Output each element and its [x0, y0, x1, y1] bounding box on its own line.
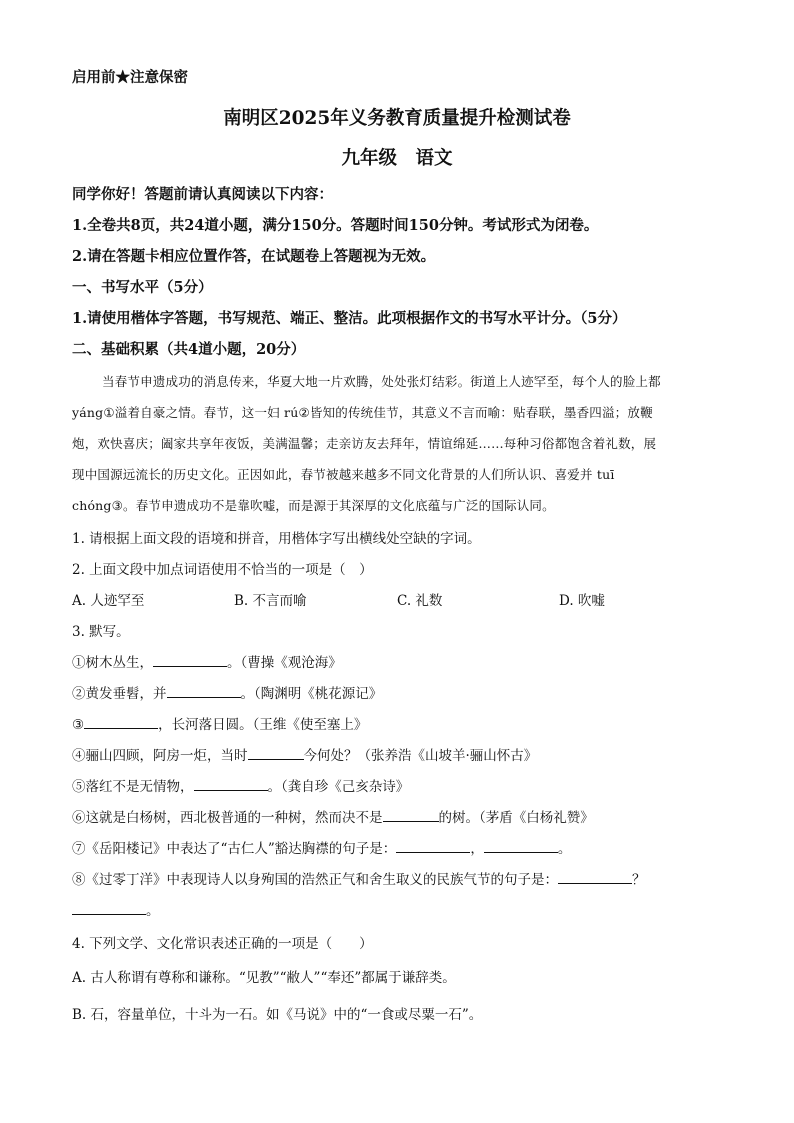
notice-item-2: 2.请在答题卡相应位置作答，在试题卷上答题视为无效。 — [72, 248, 436, 265]
passage-line-2: yáng①溢着自豪之情。春节，这一妇 rú②皆知的传统佳节，其意义不言而喻：贴春联，墨香四溢；放鞭 — [72, 405, 653, 420]
q3-line-8-end: 。 — [146, 903, 160, 919]
passage-line-5: chóng③。春节申遗成功不是靠吹嘘，而是源于其深厚的文化底蕴与广泛的国际认同。 — [72, 498, 555, 513]
q3-line-1-after: 。（曹操《观沧海》 — [227, 655, 342, 671]
exam-subtitle: 九年级 语文 — [341, 148, 453, 169]
q3-line-3-before: ③ — [72, 717, 85, 733]
question-2-option-b: B. 不言而喻 — [234, 593, 307, 609]
answer-blank — [72, 900, 146, 915]
q3-line-2 — [72, 682, 382, 702]
answer-blank — [383, 807, 439, 822]
q3-line-8-question: ？ — [632, 872, 646, 888]
q3-line-1 — [72, 651, 342, 671]
q3-line-1-before: ①树木丛生， — [72, 655, 153, 671]
question-2-option-c: C. 礼数 — [397, 593, 443, 609]
q3-line-6-before: ⑥这就是白杨树，西北极普通的一种树，然而决不是 — [72, 810, 383, 826]
q3-line-4-before: ④骊山四顾，阿房一炬，当时 — [72, 748, 248, 764]
section-1-heading: 一、书写水平（5分） — [72, 279, 213, 296]
question-4-option-b: B. 石，容量单位，十斗为一石。如《马说》中的“一食或尽粟一石”。 — [72, 1007, 483, 1023]
q3-line-2-after: 。（陶渊明《桃花源记》 — [240, 686, 383, 702]
q3-line-8 — [72, 868, 646, 888]
answer-blank — [558, 869, 632, 884]
q3-line-5-before: ⑤落红不是无情物， — [72, 779, 194, 795]
passage-line-1: 当春节申遗成功的消息传来，华夏大地一片欢腾，处处张灯结彩。街道上人迹罕至，每个人的脸上都 — [102, 374, 661, 389]
answer-blank — [84, 714, 158, 729]
q3-line-6-after: 的树。（茅盾《白杨礼赞》 — [438, 810, 594, 826]
q3-line-5-after: 。（龚自珍《己亥杂诗》 — [267, 779, 410, 795]
q3-line-7-comma: ， — [470, 841, 484, 857]
q3-line-6 — [72, 806, 594, 826]
question-2-option-a: A. 人迹罕至 — [72, 593, 145, 609]
exam-title: 南明区2025年义务教育质量提升检测试卷 — [223, 108, 571, 129]
answer-blank — [167, 683, 241, 698]
answer-blank — [484, 838, 558, 853]
notice-greeting: 同学你好！答题前请认真阅读以下内容： — [72, 186, 333, 203]
q3-line-7-before: ⑦《岳阳楼记》中表达了“古仁人”豁达胸襟的句子是： — [72, 841, 397, 857]
question-4-stem: 4. 下列文学、文化常识表述正确的一项是（ ） — [72, 936, 373, 952]
passage-line-3: 炮，欢快喜庆；阖家共享年夜饭，美满温馨；走亲访友去拜年，情谊绵延……每种习俗都饱含着礼数，展 — [72, 436, 657, 451]
section-1-text: 1.请使用楷体字答题，书写规范、端正、整洁。此项根据作文的书写水平计分。（5分） — [72, 310, 627, 327]
q3-line-3-after: ，长河落日圆。（王维《使至塞上》 — [158, 717, 368, 733]
q3-line-8-before: ⑧《过零丁洋》中表现诗人以身殉国的浩然正气和舍生取义的民族气节的句子是： — [72, 872, 558, 888]
confidential-note: 启用前★注意保密 — [72, 69, 188, 86]
q3-line-7 — [72, 837, 571, 857]
section-2-heading: 二、基础积累（共4道小题，20分） — [72, 341, 306, 358]
q3-line-4 — [72, 744, 537, 764]
question-2-option-d: D. 吹嘘 — [559, 593, 605, 609]
answer-blank — [153, 652, 227, 667]
answer-blank — [396, 838, 470, 853]
answer-blank — [248, 745, 304, 760]
question-1: 1. 请根据上面文段的语境和拼音，用楷体字写出横线处空缺的字词。 — [72, 531, 481, 547]
notice-item-1: 1.全卷共8页，共24道小题，满分150分。答题时间150分钟。考试形式为闭卷。 — [72, 217, 599, 234]
q3-line-4-after: 今何处？（张养浩《山坡羊·骊山怀古》 — [303, 748, 538, 764]
q3-line-2-before: ②黄发垂髫，并 — [72, 686, 167, 702]
question-2-stem: 2. 上面文段中加点词语使用不恰当的一项是（ ） — [72, 562, 373, 578]
answer-blank — [194, 776, 268, 791]
question-3-stem: 3. 默写。 — [72, 624, 130, 640]
question-4-option-a: A. 古人称谓有尊称和谦称。“见教”“敝人”“奉还”都属于谦辞类。 — [72, 970, 456, 986]
q3-line-3 — [72, 713, 367, 733]
passage-line-4: 现中国源远流长的历史文化。正因如此，春节被越来越多不同文化背景的人们所认识、喜爱并 tuī — [72, 467, 615, 482]
q3-line-7-end: 。 — [557, 841, 572, 857]
q3-line-8-continued — [72, 899, 160, 919]
q3-line-5 — [72, 775, 409, 795]
